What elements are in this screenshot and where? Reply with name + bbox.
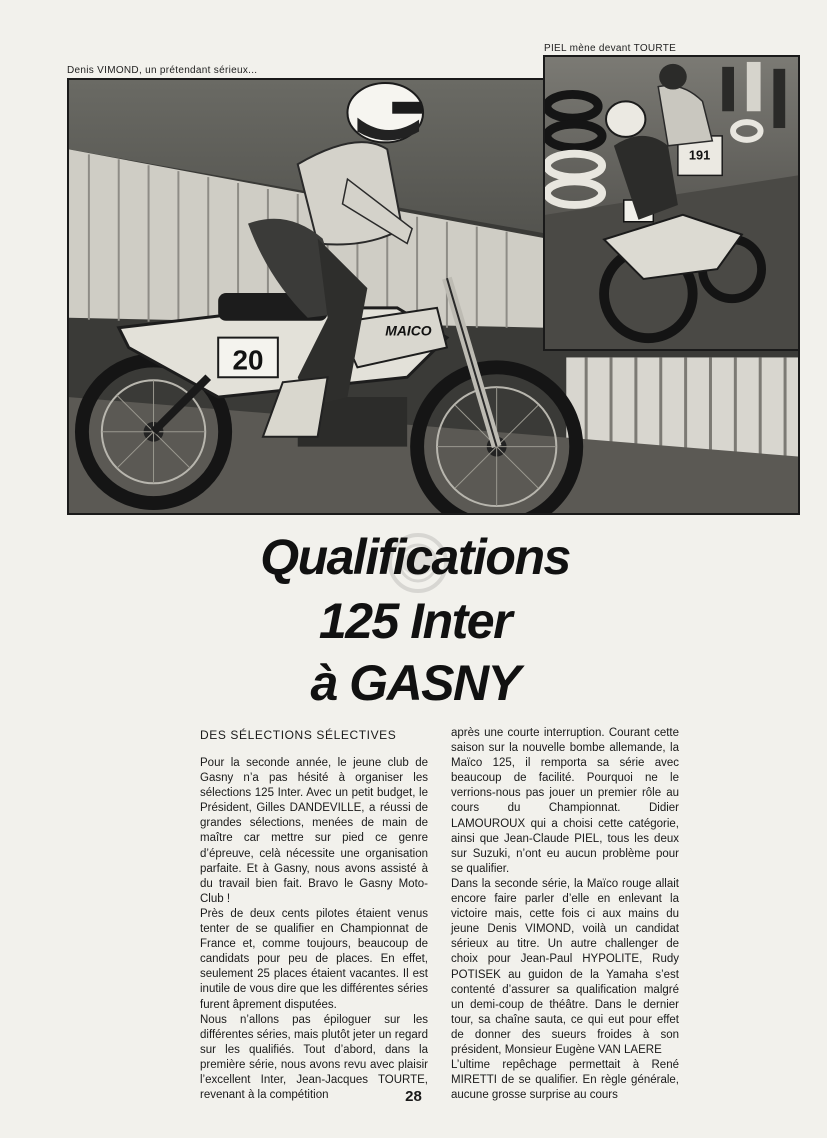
headline-line-3: à GASNY	[310, 655, 520, 711]
paragraph: L’ultime repêchage permettait à René MIRETTI de se qualifier. En règle générale, aucune grosse surprise au cours	[451, 1059, 679, 1102]
paragraph: Pour la seconde année, le jeune club de Gasny n’a pas hésité à organiser les sélections 125 Inter. Avec un petit budget, le Président, Gilles DANDEVILLE, a réussi de grandes sélections, menées de main de maître car mettre sur pied ce genre d’épreuve, celà nécessite une organisation parfaite. Et à Gasny, nous avons assisté à du travail bien fait. Bravo le Gasny Moto-Club !	[200, 757, 428, 905]
paragraph: après une courte interruption. Courant cette saison sur la nouvelle bombe allemande, la Maïco 125, il remporta sa série avec beaucoup de facilité. Pourquoi ne le verrions-nous pas jouer un premier rôle au cours du Championnat. Didier LAMOUROUX qui a choisi cette catégorie, ainsi que Jean-Claude PIEL, tous les deux sur Suzuki, n’ont eu aucun problème pour se qualifier.	[451, 727, 679, 875]
main-bike-number: 20	[232, 344, 264, 376]
article-column-2	[451, 726, 679, 1103]
page-number: 28	[405, 1088, 422, 1105]
paragraph: Nous n’allons pas épiloguer sur les différentes séries, mais plutôt jeter un regard sur les qualifiés. Tout d’abord, dans la première série, nous avons revu avec plaisir l’excellent Inter, Jean-Jacques TOURTE, revenant à la compétition	[200, 1013, 428, 1102]
headline-line-2: 125 Inter	[318, 593, 512, 649]
inset-photo-caption: PIEL mène devant TOURTE	[544, 43, 677, 54]
inset-photo	[543, 55, 800, 351]
paragraph: Près de deux cents pilotes étaient venus tenter de se qualifier en Championnat de France et, comme toujours, beaucoup de candidats pour peu de places. En effet, seulement 25 places étaient vacantes. Il est inutile de vous dire que les différentes séries furent âprement disputées.	[200, 907, 428, 1011]
main-photo-caption: Denis VIMOND, un prétendant sérieux...	[67, 65, 258, 76]
paragraph: Dans la seconde série, la Maïco rouge allait encore faire parler d’elle en enlevant la victoire mais, cette fois ci aux mains du jeune Denis VIMOND, voilà un candidat sérieux au titre. Un autre challenger de choix pour Jean-Paul HYPOLITE, Rudy POTISEK au guidon de la Yamaha s’est contenté d’assurer sa qualification malgré un demi-coup de théâtre. Dans le dernier tour, sa chaîne sauta, ce qui eut pour effet de donner des sueurs froides à son président, Monsieur Eugène VAN LAERE	[451, 877, 679, 1056]
inset-photo-image	[545, 57, 798, 349]
inset-bike-number: 191	[688, 147, 711, 163]
article-column-1	[200, 756, 428, 1103]
main-bike-brand: MAICO	[385, 322, 432, 339]
headline-line-1: Qualifications	[260, 529, 570, 585]
section-heading: DES SÉLECTIONS SÉLECTIVES	[200, 728, 397, 742]
